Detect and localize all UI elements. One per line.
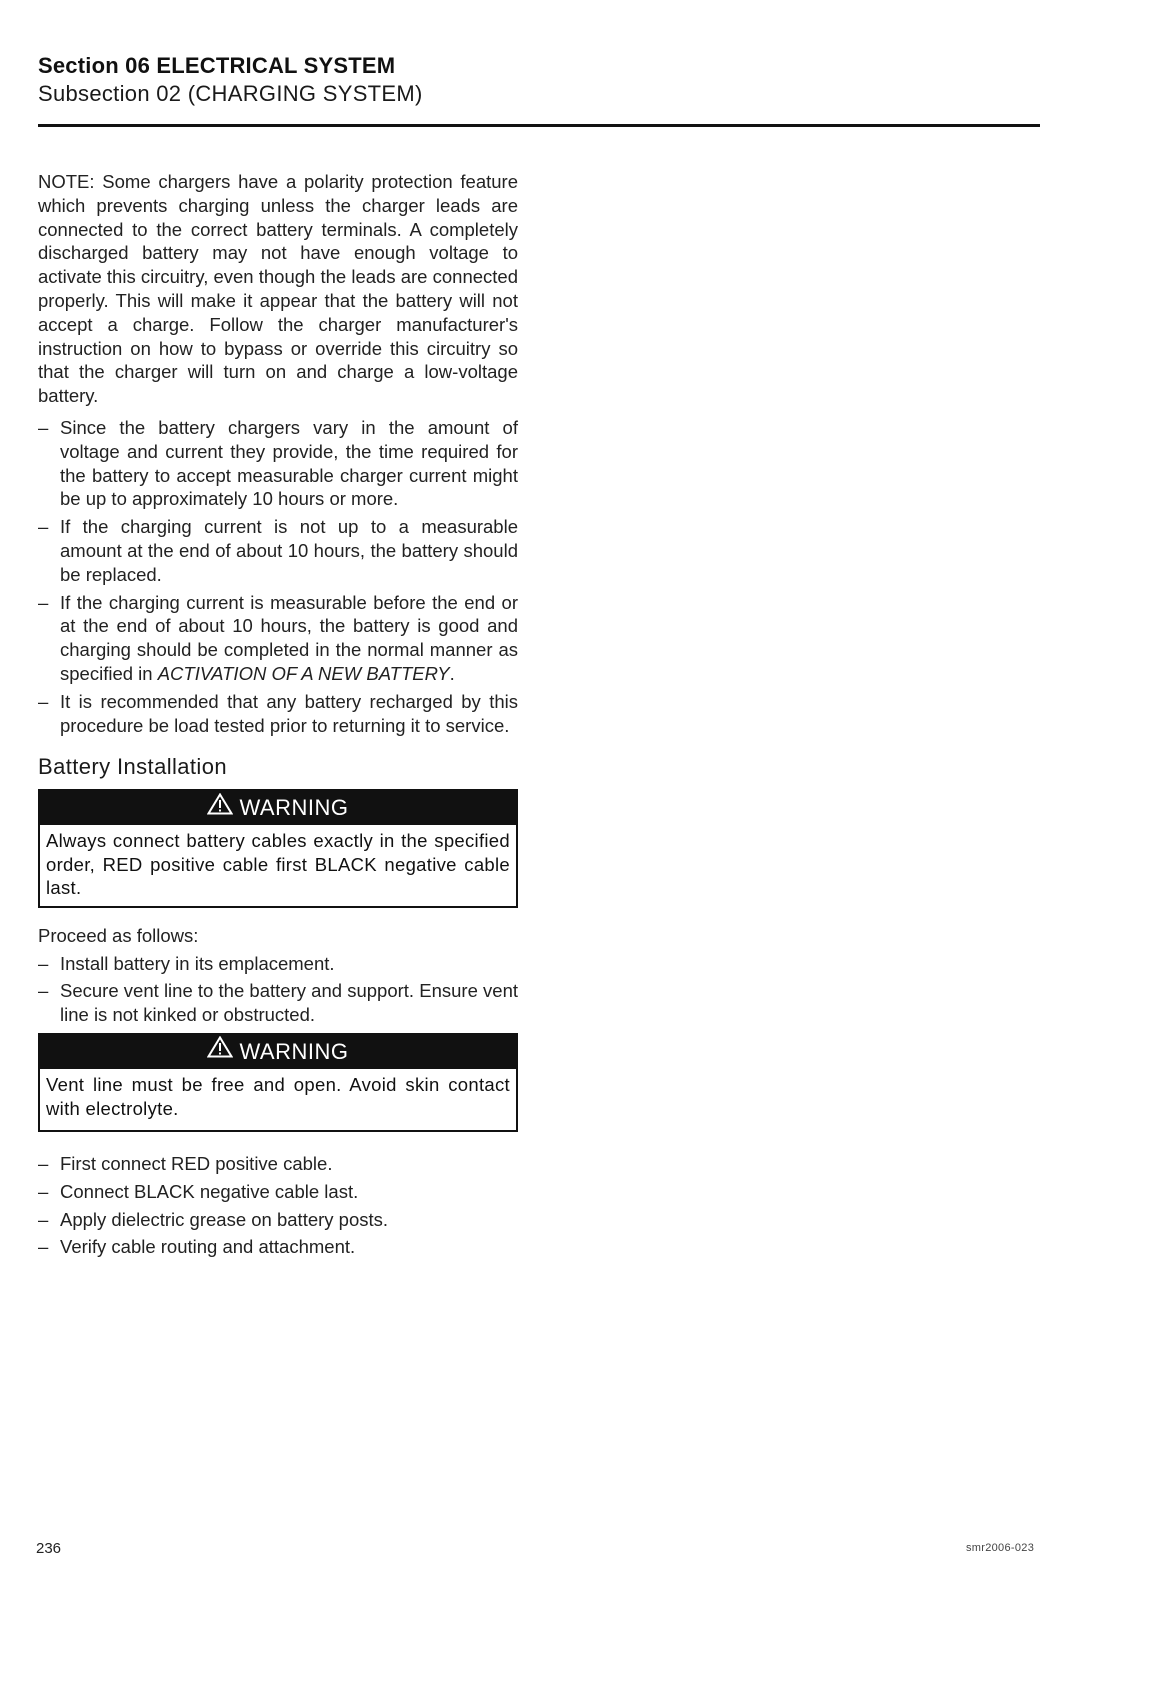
proceed-intro: Proceed as follows: <box>38 924 199 946</box>
warning-box-cable-order <box>38 789 518 908</box>
list-item: – Verify cable routing and attachment. <box>38 1235 518 1259</box>
warning-header <box>40 1035 516 1069</box>
subsection-title: Subsection 02 (CHARGING SYSTEM) <box>38 81 423 106</box>
list-item: – If the charging current is not up to a measurable amount at the end of about 10 hours, the battery should be replaced. <box>38 515 518 586</box>
list-item: – Secure vent line to the battery and support. Ensure vent line is not kinked or obstructed. <box>38 979 518 1027</box>
list-item: – Connect BLACK negative cable last. <box>38 1180 518 1204</box>
installation-steps-list <box>38 952 518 1027</box>
warning-label: WARNING <box>239 795 349 821</box>
warning-header <box>40 791 516 825</box>
page-header <box>38 52 1038 108</box>
battery-installation-heading: Battery Installation <box>38 754 227 780</box>
list-item: – Apply dielectric grease on battery posts. <box>38 1208 518 1232</box>
warning-box-vent-line <box>38 1033 518 1132</box>
header-divider <box>38 124 1040 127</box>
list-item-text: . <box>449 662 455 684</box>
section-title: Section 06 ELECTRICAL SYSTEM <box>38 53 396 78</box>
page-number: 236 <box>36 1540 62 1557</box>
warning-triangle-icon <box>207 791 233 825</box>
warning-triangle-icon <box>207 1034 233 1068</box>
note-label: NOTE: <box>38 171 95 192</box>
list-item: – Install battery in its emplacement. <box>38 952 518 976</box>
note-text: Some chargers have a polarity protection feature which prevents charging unless the charger leads are connected to the correct battery terminals. A completely discharged battery may not have enough voltage to activate this circuitry, even though the leads are connected properly. This will make it appear that the battery will not accept a charge. Follow the charger manufacturer's instruction on how to bypass or override this circuitry so that the charger will turn on and charge a low-voltage battery. <box>38 171 519 407</box>
main-column <box>38 170 518 1263</box>
list-item: – First connect RED positive cable. <box>38 1152 518 1176</box>
connection-steps-list <box>38 1152 518 1259</box>
list-item: – Since the battery chargers vary in the amount of voltage and current they provide, the time required for the battery to accept measurable charger current might be up to approximately 10 hours or more. <box>38 416 518 511</box>
list-item-text: If the charging current is measurable before the end or at the end of about 10 hours, the battery is good and charging should be completed in the normal manner as specified in <box>60 591 518 684</box>
warning-text: Vent line must be free and open. Avoid skin contact with electrolyte. <box>46 1074 510 1119</box>
cross-reference: ACTIVATION OF A NEW BATTERY <box>157 662 450 684</box>
list-item: – It is recommended that any battery recharged by this procedure be load tested prior to returning it to service. <box>38 690 518 738</box>
list-item <box>38 591 518 686</box>
warning-label: WARNING <box>239 1039 349 1065</box>
document-code: smr2006-023 <box>966 1542 1035 1554</box>
warning-text: Always connect battery cables exactly in the specified order, RED positive cable first BLACK negative cable last. <box>46 830 510 899</box>
charging-notes-list <box>38 416 518 737</box>
note-paragraph <box>38 170 518 408</box>
